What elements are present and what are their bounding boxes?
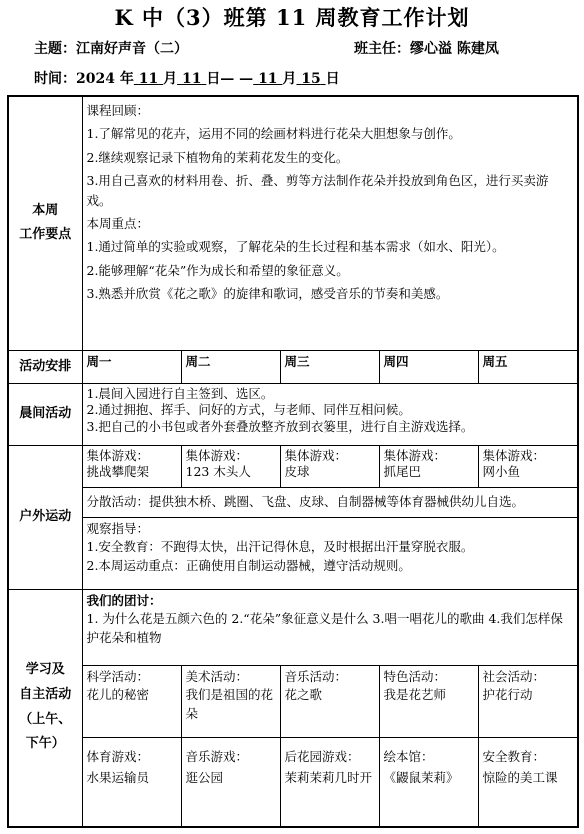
start-month: 11 (138, 71, 159, 87)
activity-cell: 音乐游戏： 逛公园 (181, 737, 280, 827)
theme-row (34, 38, 188, 58)
morning-label: 晨间活动 (8, 383, 82, 445)
morning-item: 2.通过拥抱、挥手、问好的方式，与老师、同伴互相问候。 (86, 402, 411, 418)
day-friday: 周五 (478, 350, 578, 383)
group-game-cell: 集体游戏： 挑战攀爬架 (82, 445, 181, 487)
observation-content (82, 517, 578, 589)
end-day: 15 (301, 71, 321, 87)
schedule-row (8, 350, 578, 383)
day-wednesday: 周三 (280, 350, 379, 383)
teacher-label: 班主任： (354, 41, 410, 57)
page-title: K 中（3）班第 11 周教育工作计划 (114, 5, 470, 30)
teacher-names: 缪心溢 陈建凤 (410, 41, 499, 57)
schedule-label: 活动安排 (8, 350, 82, 383)
group-discussion-title: 我们的团讨： (86, 592, 162, 608)
learning-row-2 (8, 737, 578, 827)
morning-item: 3.把自己的小书包或者外套叠放整齐放到衣篓里，进行自主游戏选择。 (86, 419, 474, 435)
learning-row-1 (8, 665, 578, 737)
group-game-cell: 集体游戏： 抓尾巴 (379, 445, 478, 487)
key-point-line: 1.通过简单的实验或观察，了解花朵的生长过程和基本需求（如水、阳光）。 (86, 239, 505, 255)
activity-cell: 美术活动： 我们是祖国的花朵 (181, 665, 280, 737)
group-discussion (82, 589, 578, 665)
theme-label: 主题： (34, 41, 76, 57)
outdoor-label: 户外运动 (8, 445, 82, 589)
group-discussion-row (8, 589, 578, 665)
day-tuesday: 周二 (181, 350, 280, 383)
observation-line: 2.本周运动重点：正确使用自制运动器械，遵守活动规则。 (86, 558, 411, 573)
key-points-label: 本周 工作要点 (8, 96, 82, 350)
teacher-row (354, 38, 499, 58)
morning-item: 1.晨间入园进行自主签到、选区。 (86, 385, 274, 401)
key-point-line: 2.能够理解“花朵”作为成长和希望的象征意义。 (86, 262, 349, 278)
activity-cell: 体育游戏： 水果运输员 (82, 737, 181, 827)
observation-line: 1.安全教育：不跑得太快，出汗记得休息，及时根据出汗量穿脱衣服。 (86, 539, 474, 555)
key-point-line: 课程回顾： (86, 103, 150, 118)
group-game-cell: 集体游戏： 123 木头人 (181, 445, 280, 487)
key-point-line: 本周重点： (86, 215, 150, 231)
observation-line: 观察指导： (86, 520, 150, 536)
split-activity: 分散活动：提供独木桥、跳圈、飞盘、皮球、自制器械等体育器械供幼儿自选。 (82, 487, 578, 517)
day-separator: 日— — (206, 71, 254, 87)
end-month: 11 (258, 71, 278, 87)
morning-row (8, 383, 578, 445)
activity-cell: 科学活动： 花儿的秘密 (82, 665, 181, 737)
key-points-row (8, 96, 578, 350)
observation-row (8, 517, 578, 589)
key-point-line: 2.继续观察记录下植物角的茉莉花发生的变化。 (86, 149, 349, 165)
split-activity-row (8, 487, 578, 517)
date-row (34, 68, 340, 88)
start-day: 11 (181, 71, 202, 87)
activity-cell: 安全教育： 惊险的美工课 (478, 737, 578, 827)
group-game-cell: 集体游戏： 皮球 (280, 445, 379, 487)
activity-cell: 社会活动： 护花行动 (478, 665, 578, 737)
day-char: 日 (325, 71, 340, 87)
key-point-line: 3.熟悉并欣赏《花之歌》的旋律和歌词，感受音乐的节奏和美感。 (86, 286, 449, 301)
day-monday: 周一 (82, 350, 181, 383)
date-label: 时间：2024 年 (34, 71, 134, 87)
weekly-plan-table (7, 95, 579, 828)
key-point-line: 3.用自己喜欢的材料用卷、折、叠、剪等方法制作花朵并投放到角色区，进行买卖游戏。 (86, 173, 549, 208)
month-char: 月 (282, 71, 297, 87)
outdoor-games-row (8, 445, 578, 487)
activity-cell: 后花园游戏： 茉莉茉莉几时开 (280, 737, 379, 827)
key-point-line: 1.了解常见的花卉，运用不同的绘画材料进行花朵大胆想象与创作。 (86, 126, 461, 142)
activity-cell: 音乐活动： 花之歌 (280, 665, 379, 737)
learning-label: 学习及 自主活动 （上午、 下午） (8, 589, 82, 827)
group-game-cell: 集体游戏： 网小鱼 (478, 445, 578, 487)
month-char: 月 (163, 71, 178, 87)
group-discussion-text: 1. 为什么花是五颜六色的 2.“花朵”象征意义是什么 3.唱一唱花儿的歌曲 4.我们怎样保护花朵和植物 (86, 611, 563, 645)
theme-value: 江南好声音（二） (76, 41, 188, 57)
morning-content (82, 383, 578, 445)
activity-cell: 特色活动： 我是花艺师 (379, 665, 478, 737)
day-thursday: 周四 (379, 350, 478, 383)
activity-cell: 绘本馆： 《鼹鼠茉莉》 (379, 737, 478, 827)
key-points-content (82, 96, 578, 350)
